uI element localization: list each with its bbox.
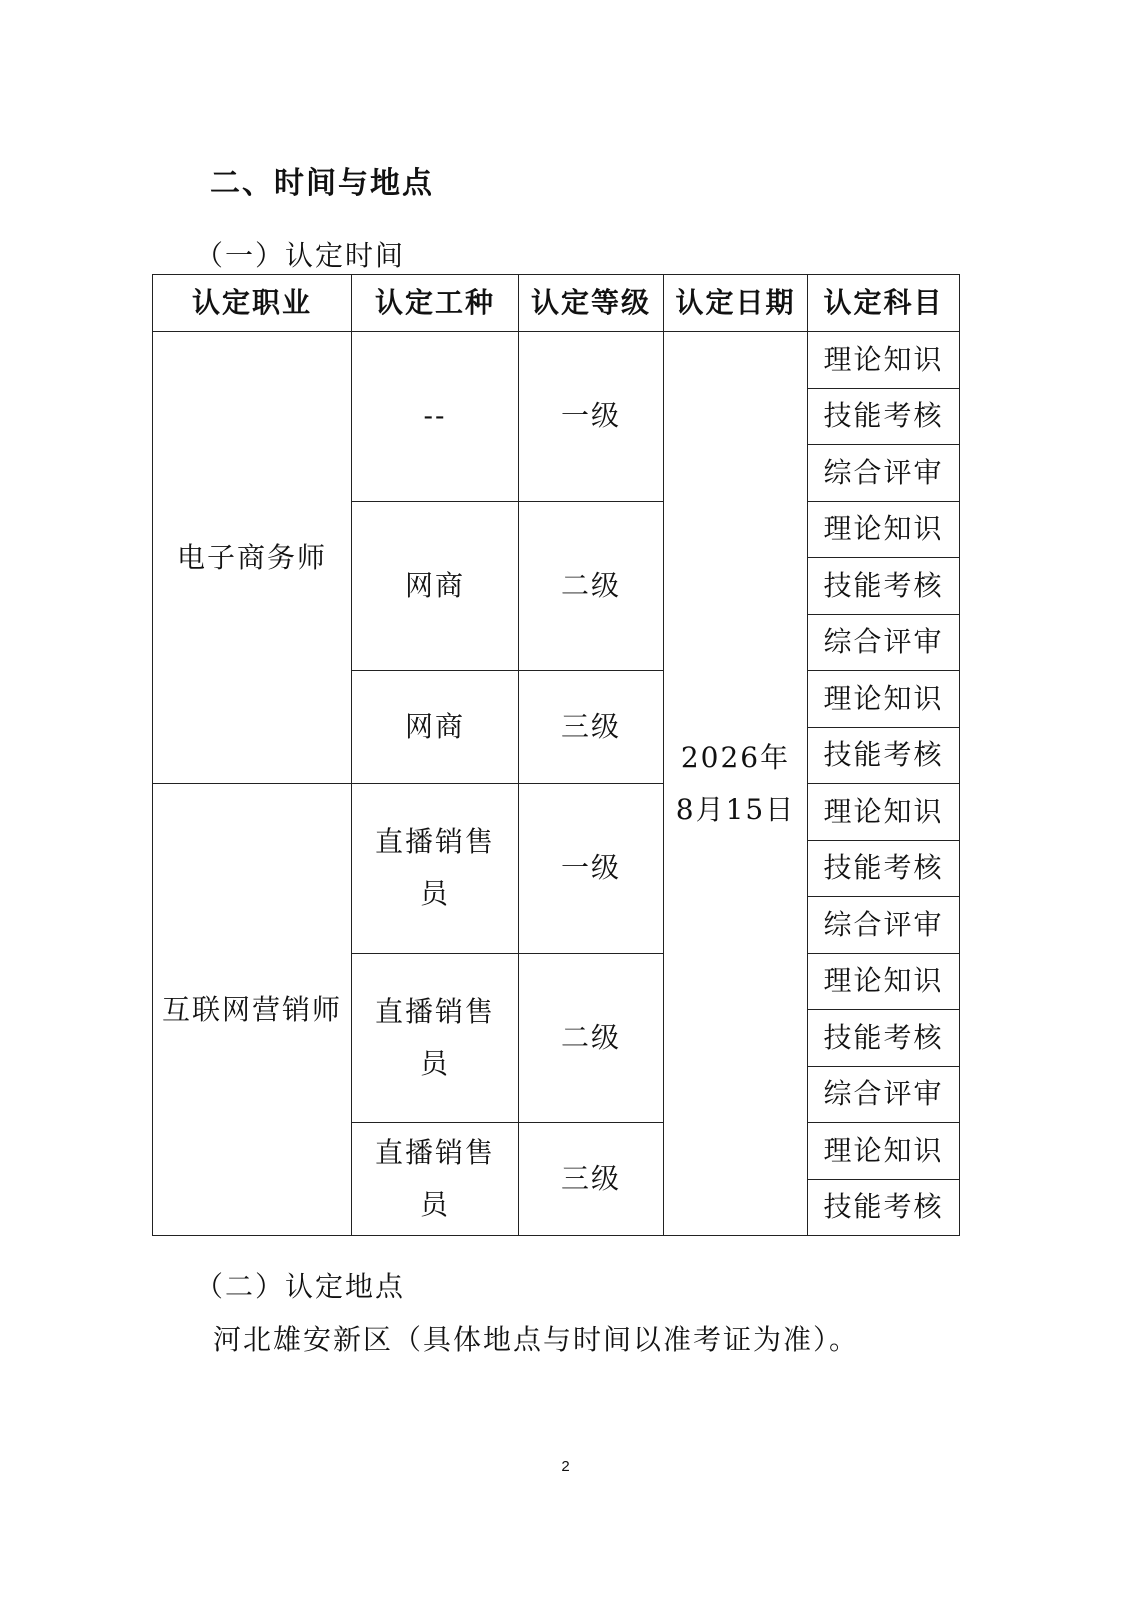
date-cell: 2026年 8月15日 [664, 332, 808, 1236]
table-row [153, 332, 960, 389]
subject-cell: 综合评审 [808, 897, 960, 954]
header-date: 认定日期 [664, 275, 808, 332]
subsection-title-time: （一）认定时间 [195, 239, 406, 272]
subject-cell: 理论知识 [808, 332, 960, 389]
header-trade: 认定工种 [352, 275, 519, 332]
subject-cell: 技能考核 [808, 1179, 960, 1236]
level-cell: 一级 [519, 784, 664, 954]
subject-cell: 理论知识 [808, 953, 960, 1010]
trade-cell: 网商 [352, 671, 519, 784]
page-number: 2 [561, 1458, 570, 1475]
subject-cell: 技能考核 [808, 558, 960, 615]
section-heading: 二、时间与地点 [210, 166, 434, 201]
trade-cell: 直播销售 员 [352, 784, 519, 954]
subject-cell: 技能考核 [808, 1010, 960, 1067]
header-occupation: 认定职业 [153, 275, 352, 332]
subject-cell: 综合评审 [808, 445, 960, 502]
subject-cell: 技能考核 [808, 840, 960, 897]
level-cell: 二级 [519, 501, 664, 671]
trade-cell: 直播销售 员 [352, 953, 519, 1123]
table-row [153, 784, 960, 841]
subject-cell: 理论知识 [808, 671, 960, 728]
subject-cell: 技能考核 [808, 388, 960, 445]
subject-cell: 理论知识 [808, 784, 960, 841]
occupation-cell: 互联网营销师 [153, 784, 352, 1236]
subject-cell: 理论知识 [808, 1123, 960, 1180]
trade-cell: 网商 [352, 501, 519, 671]
certification-schedule-table [152, 274, 960, 1236]
trade-cell: -- [352, 332, 519, 502]
table-body [153, 332, 960, 1236]
level-cell: 三级 [519, 1123, 664, 1236]
location-paragraph: 河北雄安新区（具体地点与时间以准考证为准）。 [213, 1323, 860, 1356]
subject-cell: 技能考核 [808, 727, 960, 784]
subject-cell: 理论知识 [808, 501, 960, 558]
table-header-row [153, 275, 960, 332]
trade-cell: 直播销售 员 [352, 1123, 519, 1236]
level-cell: 一级 [519, 332, 664, 502]
subsection-title-location: （二）认定地点 [195, 1270, 406, 1303]
subject-cell: 综合评审 [808, 614, 960, 671]
level-cell: 三级 [519, 671, 664, 784]
header-subject: 认定科目 [808, 275, 960, 332]
occupation-cell: 电子商务师 [153, 332, 352, 784]
subject-cell: 综合评审 [808, 1066, 960, 1123]
level-cell: 二级 [519, 953, 664, 1123]
header-level: 认定等级 [519, 275, 664, 332]
